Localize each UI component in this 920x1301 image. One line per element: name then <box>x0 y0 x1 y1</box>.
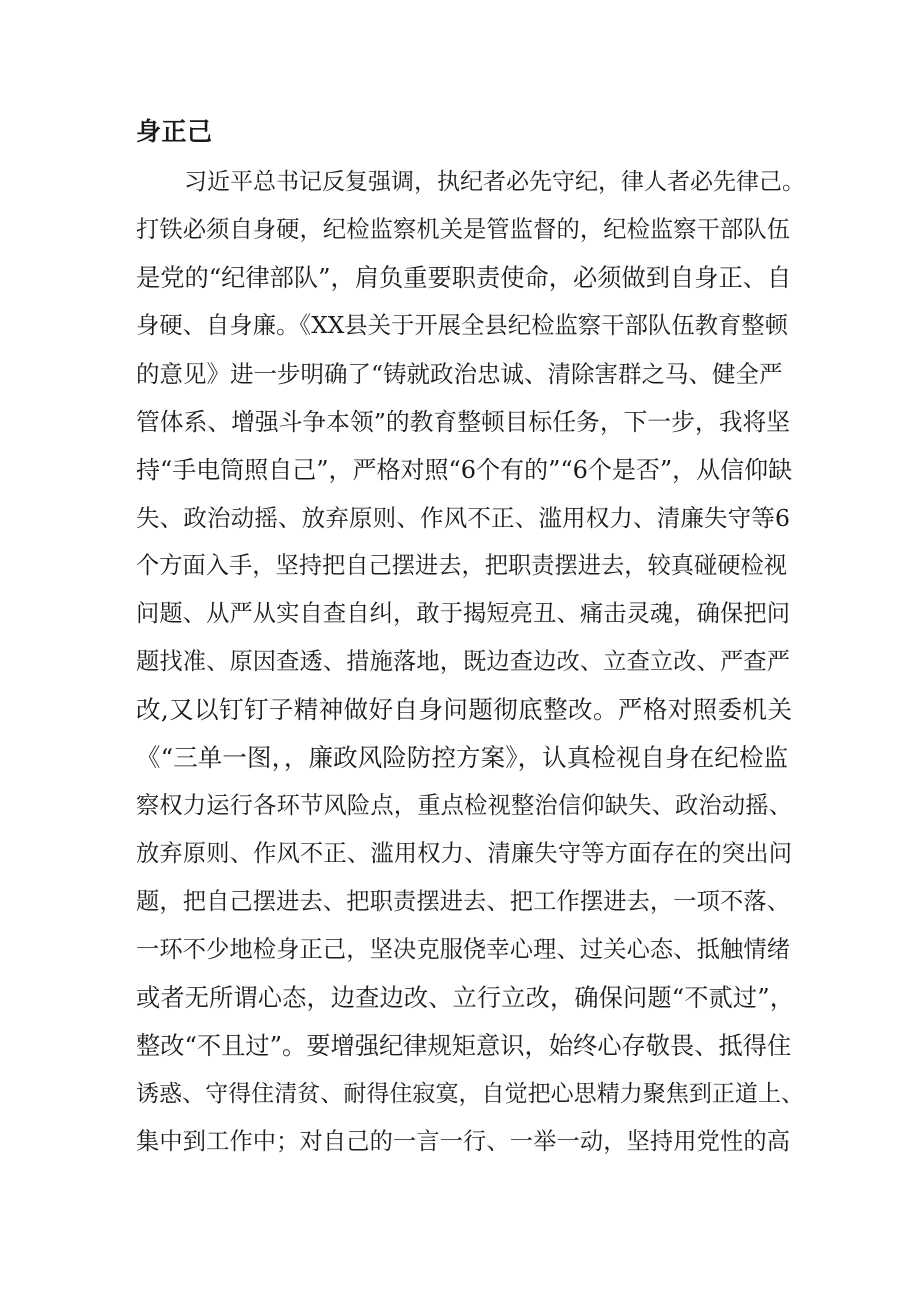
paragraph-line: 问题、从严从实自查自纠，敢于揭短亮丑、痛击灵魂，确保把问 <box>136 600 790 627</box>
paragraph-line: 习近平总书记反复强调，执纪者必先守纪，律人者必先律己。 <box>184 169 805 195</box>
paragraph-line: 或者无所谓心态，边查边改、立行立改，确保问题“不贰过”， <box>136 983 794 1012</box>
paragraph-line: 打铁必须自身硬，纪检监察机关是管监督的，纪检监察干部队伍 <box>136 216 790 243</box>
paragraph-line: 集中到工作中；对自己的一言一行、一举一动，坚持用党性的高 <box>136 1128 790 1155</box>
paragraph-line: 放弃原则、作风不正、滥用权力、清廉失守等方面存在的突出问 <box>136 840 792 867</box>
paragraph-line: 身硬、自身廉。《XX县关于开展全县纪检监察干部队伍教育整顿 <box>136 312 788 339</box>
paragraph-line: 诱惑、守得住清贫、耐得住寂寞，自觉把心思精力聚焦到正道上、 <box>136 1081 804 1107</box>
paragraph-line: 管体系、增强斗争本领”的教育整顿目标任务，下一步，我将坚 <box>136 408 790 436</box>
paragraph-line: 是党的“纪律部队”，肩负重要职责使命，必须做到自身正、自 <box>136 263 792 292</box>
paragraph-line: 《“三单一图，，廉政风险防控方案》，认真检视自身在纪检监 <box>136 743 788 772</box>
paragraph-line: 题找准、原因查透、措施落地，既边查边改、立查立改、严查严 <box>136 648 790 675</box>
paragraph-line: 整改“不且过”。要增强纪律规矩意识，始终心存敬畏、抵得住 <box>136 1031 792 1060</box>
paragraph-line: 察权力运行各环节风险点，重点检视整治信仰缺失、政治动摇、 <box>136 792 792 819</box>
paragraph-line: 题，把自己摆进去、把职责摆进去、把工作摆进去，一项不落、 <box>136 888 790 915</box>
paragraph-line: 改,又以钉钉子精神做好自身问题彻底整改。严格对照委机关 <box>136 695 792 724</box>
paragraph-line: 持“手电筒照自己”，严格对照“6个有的”“6个是否”，从信仰缺 <box>136 456 793 484</box>
paragraph-line: 一环不少地检身正己，坚决克服侥幸心理、过关心态、抵触情绪 <box>136 936 790 963</box>
section-heading: 身正己 <box>136 117 213 146</box>
paragraph-line: 个方面入手，坚持把自己摆进去，把职责摆进去，较真碰硬检视 <box>136 552 788 579</box>
paragraph-line: 的意见》进一步明确了“铸就政治忠诚、清除害群之马、健全严 <box>136 360 783 388</box>
paragraph-line: 失、政治动摇、放弃原则、作风不正、滥用权力、清廉失守等6 <box>136 504 790 532</box>
